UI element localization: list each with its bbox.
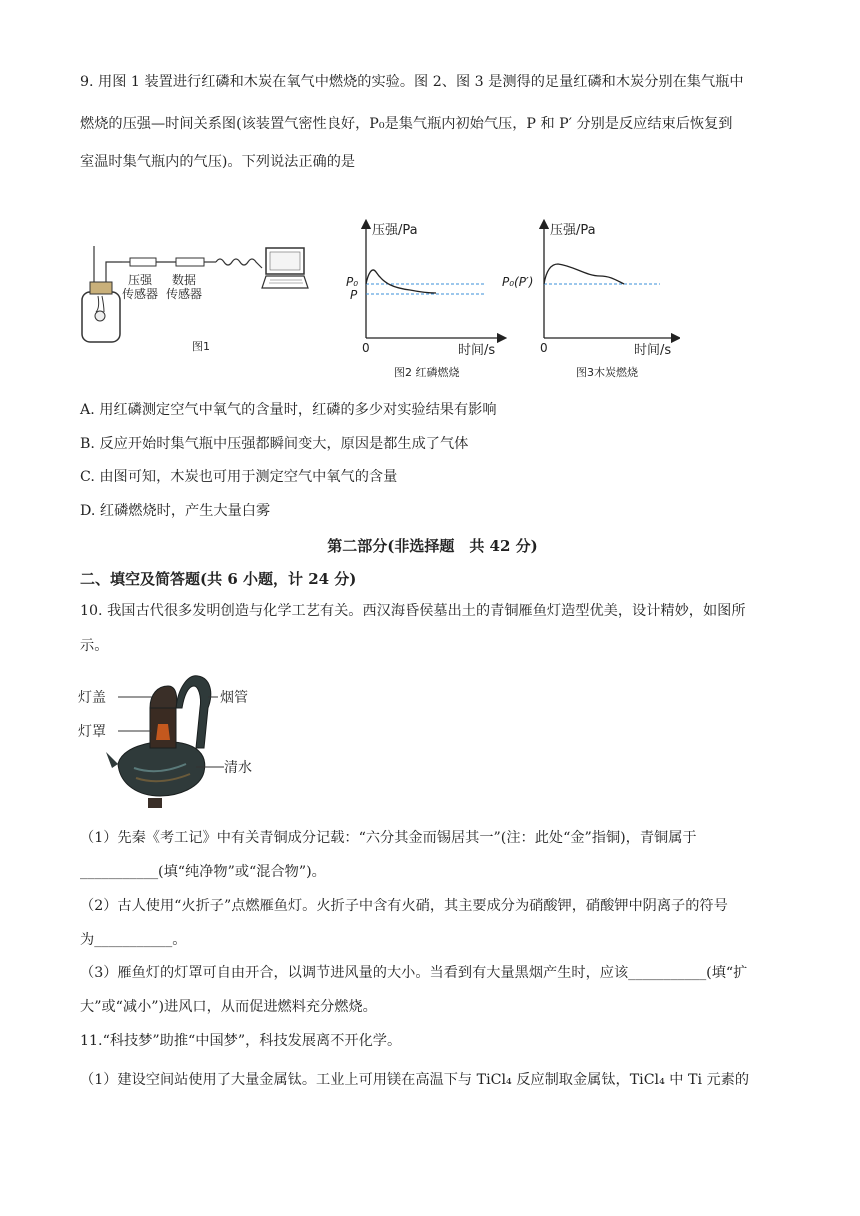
- figure3-chart: [500, 218, 680, 380]
- figure3-ylabel: 压强/Pa: [550, 223, 596, 238]
- lamp-label-shade: 灯罩: [78, 724, 106, 740]
- q10-line2: 示。: [80, 638, 109, 654]
- q10-s2-line1: （2）古人使用“火折子”点燃雁鱼灯。火折子中含有火硝，其主要成分为硝酸钾，硝酸钾中阴离子的符号: [80, 898, 728, 914]
- pressure-sensor-box: [130, 258, 156, 266]
- lamp-body: [118, 742, 205, 796]
- q9-option-c: C. 由图可知，木炭也可用于测定空气中氧气的含量: [80, 469, 398, 485]
- lamp-cover: [150, 686, 177, 708]
- figure3-p0-label: P₀(P′): [502, 275, 534, 289]
- lamp-flame: [156, 724, 170, 740]
- q10-s2-line2: 为___________。: [80, 932, 187, 948]
- lamp-tail: [106, 752, 118, 768]
- q10-s1-line1: （1）先秦《考工记》中有关青铜成分记载：“六分其金而锡居其一”(注：此处“金”指铜)，青铜属于: [80, 830, 697, 846]
- q10-s3-line2: 大”或“减小”)进风口，从而促进燃料充分燃烧。: [80, 999, 377, 1015]
- laptop-keyboard: [262, 276, 308, 288]
- part2-title: 第二部分(非选择题 共 42 分): [327, 537, 538, 555]
- q11-line2: （1）建设空间站使用了大量金属钛。工业上可用镁在高温下与 TiCl₄ 反应制取金属钛，TiCl₄ 中 Ti 元素的: [80, 1072, 750, 1088]
- q10-line1: 10. 我国古代很多发明创造与化学工艺有关。西汉海昏侯墓出土的青铜雁鱼灯造型优美，设计精妙，如图所: [80, 603, 746, 619]
- figure1-caption: 图1: [192, 340, 210, 353]
- pressure-sensor-label-2: 传感器: [122, 287, 159, 301]
- figure2-p-label: P: [350, 288, 358, 302]
- q10-s3-line1: （3）雁鱼灯的灯罩可自由开合，以调节进风量的大小。当看到有大量黑烟产生时，应该___________(填“扩: [80, 965, 748, 981]
- lamp-label-cover: 灯盖: [78, 690, 106, 706]
- q9-line2: 燃烧的压强—时间关系图(该装置气密性良好，P₀是集气瓶内初始气压，P 和 P′ 分别是反应结束后恢复到: [80, 116, 733, 132]
- q9-option-a: A. 用红磷测定空气中氧气的含量时，红磷的多少对实验结果有影响: [80, 402, 497, 418]
- figure3-origin: 0: [540, 341, 548, 355]
- figure3-curve: [544, 264, 624, 284]
- section2-title: 二、填空及简答题(共 6 小题，计 24 分): [80, 570, 357, 588]
- data-sensor-label-2: 传感器: [166, 287, 203, 301]
- figure2-xlabel: 时间/s: [458, 343, 496, 358]
- figure2-p0-label: P₀: [346, 275, 359, 289]
- lamp-foot: [148, 798, 162, 808]
- lamp-label-water: 清水: [224, 760, 252, 776]
- figure3-caption: 图3木炭燃烧: [576, 366, 638, 379]
- q9-option-d: D. 红磷燃烧时，产生大量白雾: [80, 503, 271, 519]
- q9-option-b: B. 反应开始时集气瓶中压强都瞬间变大，原因是都生成了气体: [80, 436, 469, 452]
- data-sensor-box: [176, 258, 204, 266]
- figure2-origin: 0: [362, 341, 370, 355]
- q9-line3: 室温时集气瓶内的气压)。下列说法正确的是: [80, 154, 356, 170]
- figure2-chart: [340, 218, 510, 380]
- q9-line1: 9. 用图 1 装置进行红磷和木炭在氧气中燃烧的实验。图 2、图 3 是测得的足量红磷和木炭分别在集气瓶中: [80, 74, 744, 90]
- figure3-xlabel: 时间/s: [634, 343, 672, 358]
- lamp-label-pipe: 烟管: [220, 690, 248, 706]
- figure1-apparatus: [76, 238, 326, 358]
- pressure-sensor-label-1: 压强: [128, 273, 153, 287]
- q11-line1: 11.“科技梦”助推“中国梦”，科技发展离不开化学。: [80, 1033, 402, 1049]
- bottle-stopper: [90, 282, 112, 294]
- lamp-neck: [176, 676, 211, 748]
- data-cable: [216, 259, 262, 268]
- figure2-ylabel: 压强/Pa: [372, 223, 418, 238]
- figure2-curve: [366, 270, 436, 293]
- goose-fish-lamp-figure: [78, 668, 258, 814]
- figure2-caption: 图2 红磷燃烧: [394, 366, 460, 379]
- data-sensor-label-1: 数据: [172, 273, 197, 287]
- q10-s1-line2: ___________(填“纯净物”或“混合物”)。: [80, 864, 326, 880]
